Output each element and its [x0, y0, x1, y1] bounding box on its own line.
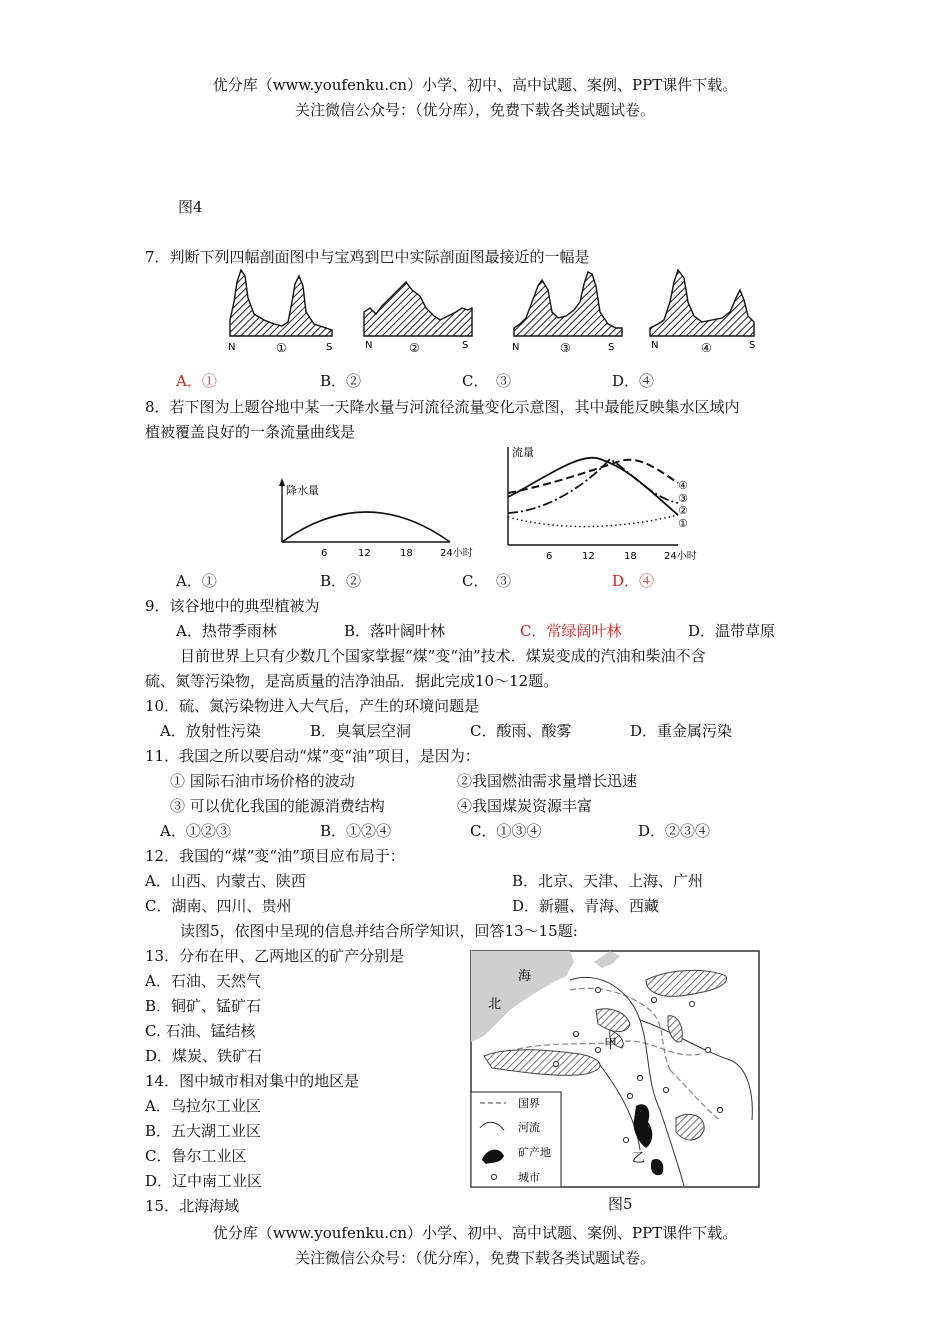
- mineral-area-5: [676, 1114, 704, 1140]
- q12-option-a[interactable]: A．山西、内蒙古、陕西: [145, 872, 306, 890]
- profile-3-shape: [514, 272, 622, 336]
- header-line-1: 优分库（www.youfenku.cn）小学、初中、高中试题、案例、PPT课件下载。: [212, 76, 738, 94]
- profile-1-north: N: [228, 342, 236, 353]
- q11-option-a[interactable]: A．①②③: [160, 822, 231, 840]
- q11-item-1: ① 国际石油市场价格的波动: [170, 772, 355, 790]
- profile-4-south: S: [749, 340, 756, 351]
- q10-option-d[interactable]: D．重金属污染: [630, 722, 733, 740]
- footer-line-2: 关注微信公众号：（优分库），免费下载各类试题试卷。: [294, 1249, 655, 1267]
- profile-2-number: ②: [409, 341, 420, 355]
- q11-item-2: ②我国燃油需求量增长迅速: [457, 772, 638, 790]
- q8-option-c[interactable]: C． ③: [462, 572, 511, 590]
- profile-2-north: N: [365, 340, 373, 351]
- legend-border-label: 国界: [518, 1097, 540, 1110]
- rain-tick-6: 6: [321, 548, 328, 559]
- flow-chart: [500, 441, 720, 565]
- q9-option-d[interactable]: D．温带草原: [688, 622, 776, 640]
- q11-option-d[interactable]: D．②③④: [638, 822, 711, 840]
- map-sea-char-1: 海: [518, 969, 532, 984]
- q12-option-d[interactable]: D．新疆、青海、西藏: [512, 897, 660, 915]
- q14-option-d[interactable]: D．辽中南工业区: [145, 1172, 263, 1190]
- q13-option-d[interactable]: D．煤炭、铁矿石: [145, 1047, 263, 1065]
- legend-city-label: 城市: [518, 1171, 540, 1184]
- q13-option-a[interactable]: A．石油、天然气: [145, 972, 261, 990]
- flow-tick-18: 18: [624, 551, 637, 562]
- q14-option-b[interactable]: B．五大湖工业区: [145, 1122, 262, 1140]
- profile-3-number: ③: [560, 341, 571, 355]
- profile-3-north: N: [512, 342, 520, 353]
- q9-option-a[interactable]: A．热带季雨林: [176, 622, 277, 640]
- rain-curve: [282, 512, 450, 542]
- flow-curve-1: [508, 515, 678, 527]
- q7-stem: 7．判断下列四幅剖面图中与宝鸡到巴中实际剖面图最接近的一幅是: [145, 248, 590, 266]
- q11-item-3: ③ 可以优化我国的能源消费结构: [170, 797, 385, 815]
- q8-stem-2: 植被覆盖良好的一条流量曲线是: [145, 423, 356, 441]
- flow-label-3: ③: [678, 492, 688, 505]
- q10-option-a[interactable]: A．放射性污染: [160, 722, 261, 740]
- flow-label-2: ②: [678, 504, 688, 517]
- q13-stem: 13．分布在甲、乙两地区的矿产分别是: [145, 947, 405, 965]
- q12-option-c[interactable]: C．湖南、四川、贵州: [145, 897, 292, 915]
- q14-option-c[interactable]: C．鲁尔工业区: [145, 1147, 247, 1165]
- q7-option-b[interactable]: B．②: [320, 372, 362, 390]
- profile-1-number: ①: [276, 341, 287, 355]
- rain-tick-18: 18: [400, 548, 413, 559]
- q12-option-b[interactable]: B．北京、天津、上海、广州: [512, 872, 704, 890]
- profile-2-shape: [364, 282, 472, 336]
- q10-option-c[interactable]: C．酸雨、酸雾: [470, 722, 572, 740]
- flow-tick-12: 12: [582, 551, 595, 562]
- q9-option-c[interactable]: C．常绿阔叶林: [520, 622, 622, 640]
- map-legend-box: [471, 1092, 561, 1187]
- legend-city-symbol: [491, 1174, 496, 1179]
- q13-option-b[interactable]: B．铜矿、锰矿石: [145, 997, 262, 1015]
- profile-2-south: S: [462, 340, 469, 351]
- region-yi-label: 乙: [632, 1151, 646, 1166]
- profile-1-south: S: [326, 342, 333, 353]
- profile-3-south: S: [608, 342, 615, 353]
- passage-line-1: 目前世界上只有少数几个国家掌握“煤”变“油”技术．煤炭变成的汽油和柴油不含: [180, 647, 706, 665]
- q8-stem-1: 8．若下图为上题谷地中某一天降水量与河流径流量变化示意图，其中最能反映集水区域内: [145, 398, 740, 416]
- profile-4-number: ④: [701, 341, 712, 355]
- profile-4-north: N: [651, 340, 659, 351]
- flow-label-1: ①: [678, 517, 688, 530]
- flow-tick-6: 6: [546, 551, 553, 562]
- q11-option-b[interactable]: B．①②④: [320, 822, 392, 840]
- flow-tick-24: 24小时: [664, 551, 697, 562]
- q7-profiles: [222, 262, 767, 358]
- flow-ylabel: 流量: [512, 446, 534, 459]
- q15-stem: 15．北海海域: [145, 1197, 240, 1215]
- q7-option-d[interactable]: D．④: [612, 372, 655, 390]
- rain-chart: [270, 476, 490, 564]
- q14-stem: 14．图中城市相对集中的地区是: [145, 1072, 360, 1090]
- region-jia-label: 甲: [604, 1037, 618, 1052]
- q9-stem: 9．该谷地中的典型植被为: [145, 597, 320, 615]
- rain-ylabel: 降水量: [286, 484, 319, 497]
- q7-option-a[interactable]: A．①: [176, 372, 217, 390]
- profile-4-shape: [650, 270, 754, 336]
- rain-tick-24: 24小时: [440, 548, 473, 559]
- q11-option-c[interactable]: C．①③④: [470, 822, 542, 840]
- q13-option-c[interactable]: C. 石油、锰结核: [145, 1022, 256, 1040]
- figure-5-caption: 图5: [608, 1195, 633, 1213]
- q7-option-c[interactable]: C． ③: [462, 372, 511, 390]
- q9-option-b[interactable]: B．落叶阔叶林: [344, 622, 446, 640]
- flow-label-4: ④: [678, 479, 688, 492]
- q8-option-d[interactable]: D．④: [612, 572, 655, 590]
- q12-stem: 12．我国的“煤”变“油”项目应布局于：: [145, 847, 405, 865]
- q11-item-4: ④我国煤炭资源丰富: [457, 797, 593, 815]
- q14-option-a[interactable]: A．乌拉尔工业区: [145, 1097, 261, 1115]
- q10-option-b[interactable]: B．臭氧层空洞: [310, 722, 412, 740]
- figure-5-map: [470, 950, 762, 1190]
- profile-1-shape: [230, 270, 332, 336]
- passage-line-2: 硫、氮等污染物，是高质量的洁净油品．据此完成10～12题。: [145, 672, 559, 690]
- q8-option-a[interactable]: A．①: [176, 572, 217, 590]
- legend-mineral-label: 矿产地: [518, 1146, 551, 1159]
- map-sea-char-2: 北: [488, 997, 502, 1012]
- q8-option-b[interactable]: B．②: [320, 572, 362, 590]
- intro-13-15: 读图5，依图中呈现的信息并结合所学知识，回答13～15题:: [180, 922, 578, 940]
- footer-line-1: 优分库（www.youfenku.cn）小学、初中、高中试题、案例、PPT课件下载。: [212, 1224, 738, 1242]
- q10-stem: 10．硫、氮污染物进入大气后，产生的环境问题是: [145, 697, 480, 715]
- q11-stem: 11．我国之所以要启动“煤”变“油”项目，是因为：: [145, 747, 480, 765]
- rain-tick-12: 12: [358, 548, 371, 559]
- legend-river-label: 河流: [518, 1121, 540, 1134]
- header-line-2: 关注微信公众号：（优分库），免费下载各类试题试卷。: [294, 101, 655, 119]
- figure-4-label: 图4: [178, 198, 203, 216]
